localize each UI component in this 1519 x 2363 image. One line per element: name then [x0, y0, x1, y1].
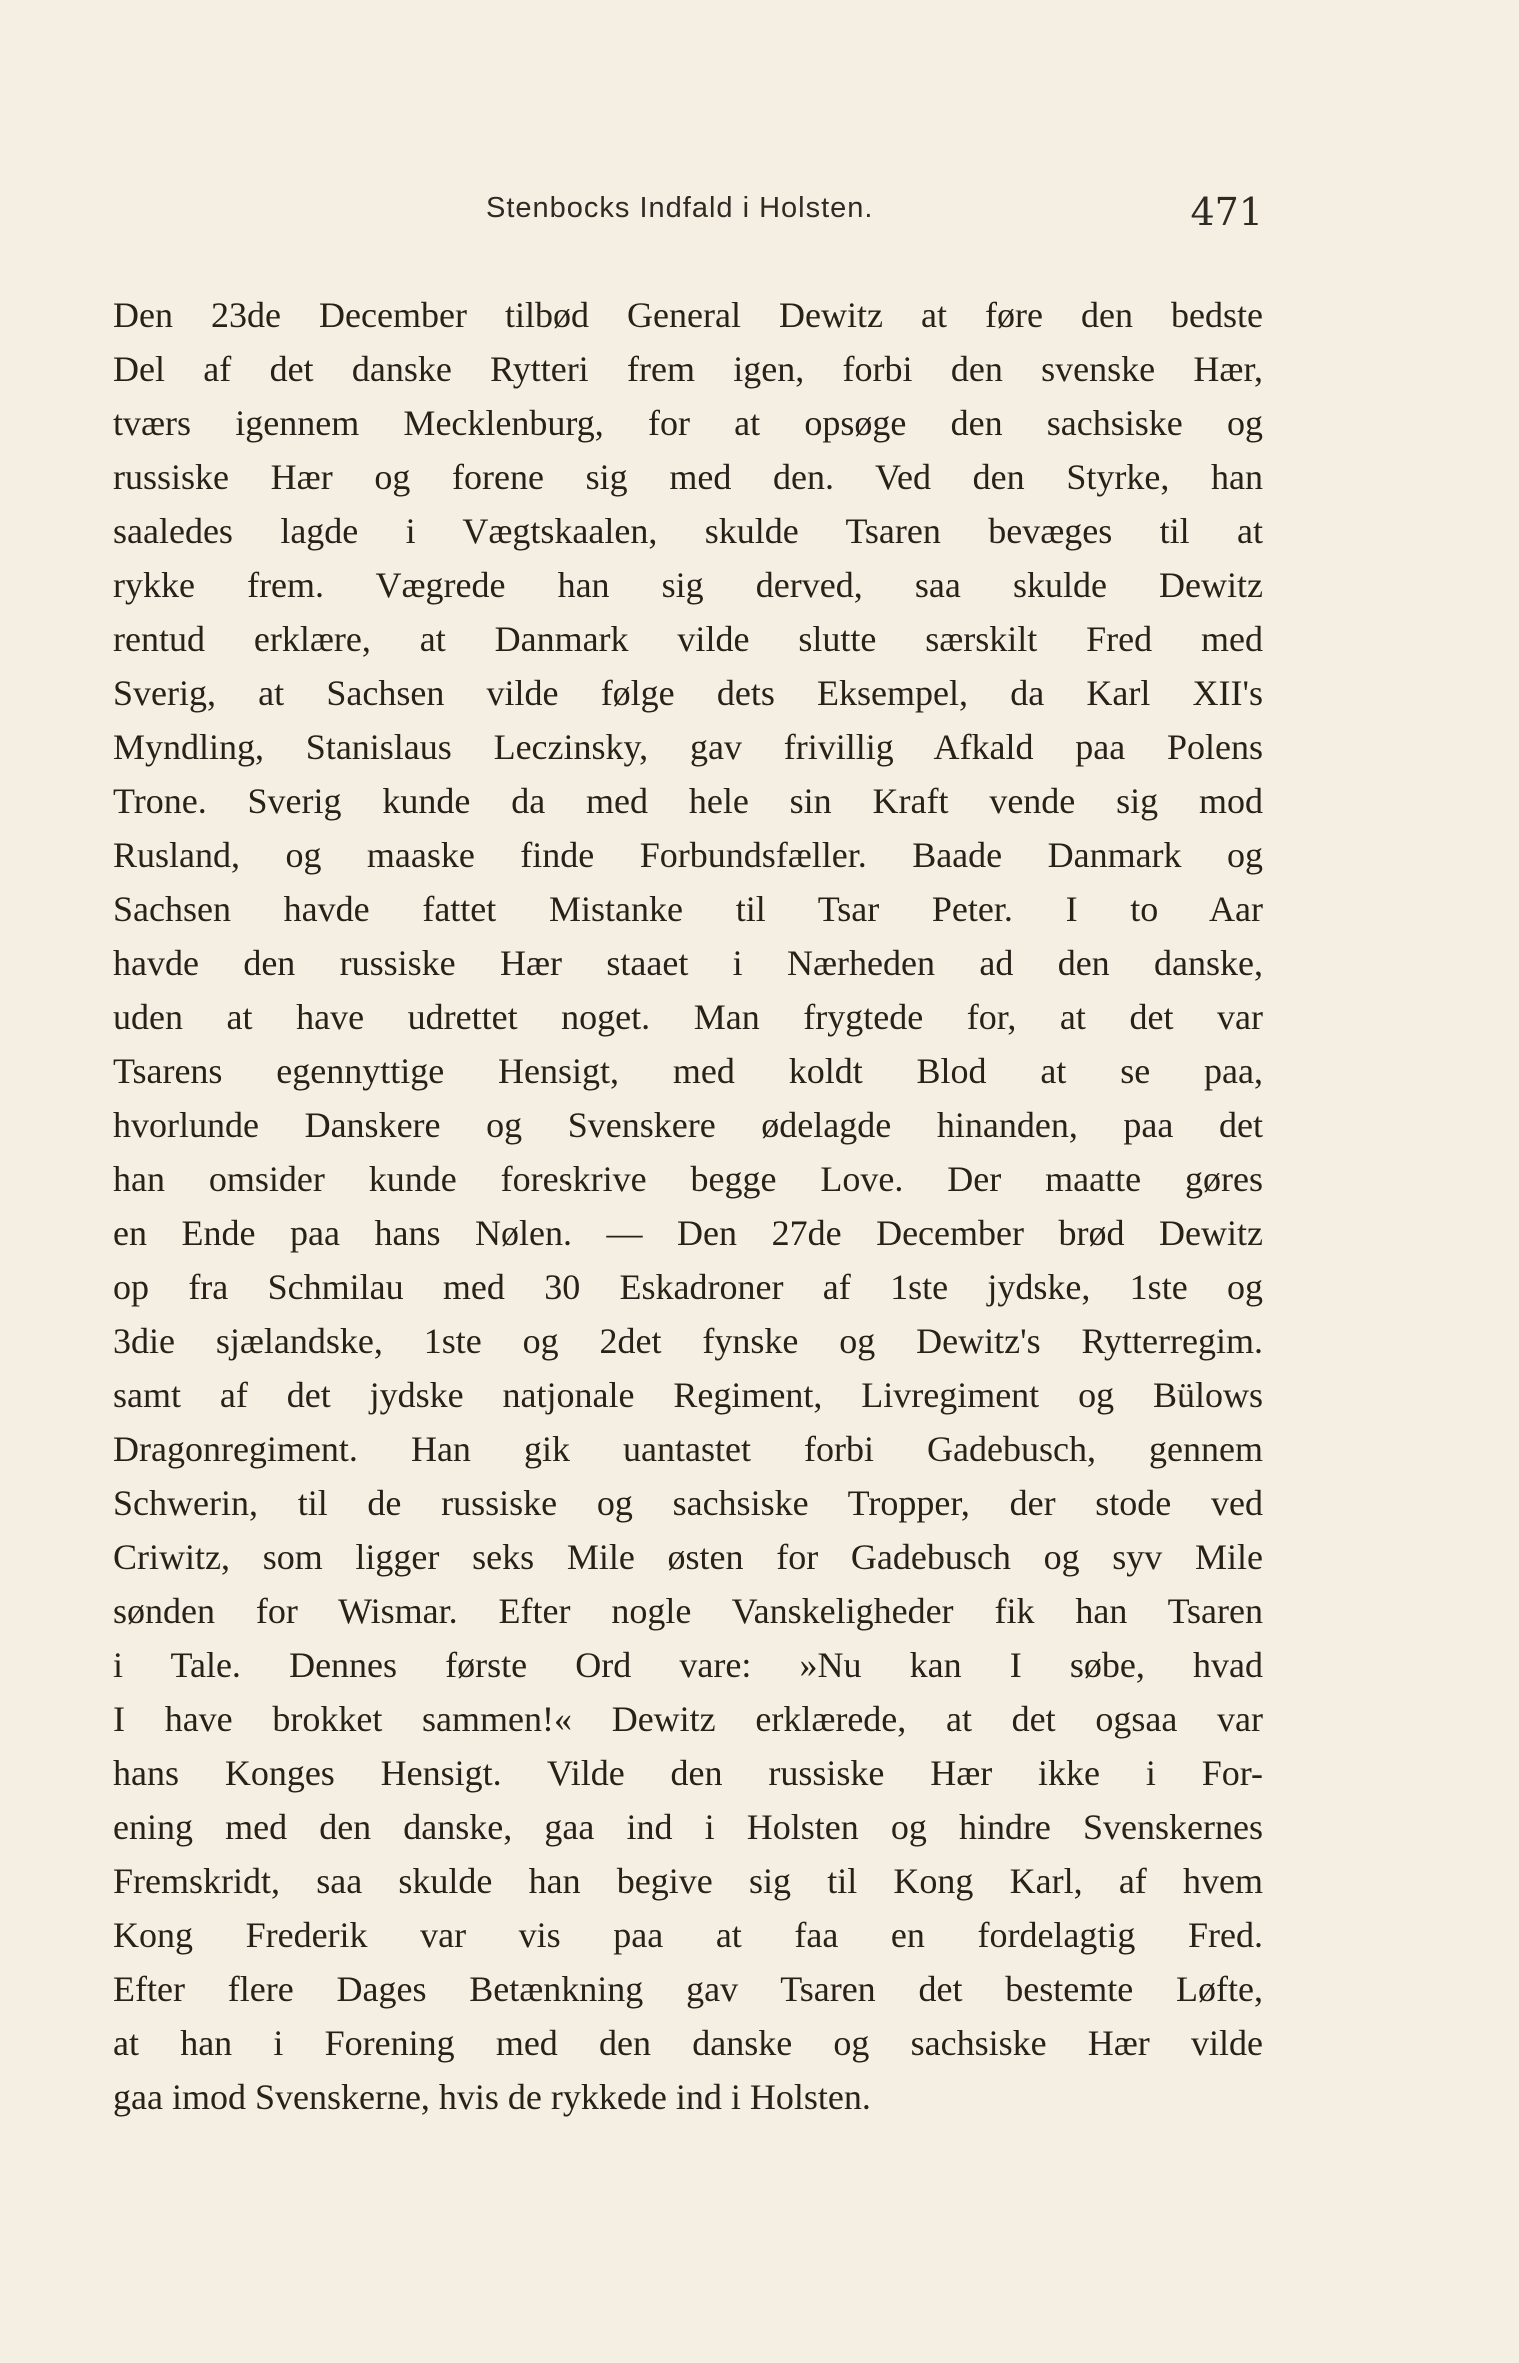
text-line: Criwitz, som ligger seks Mile østen for Gadebusch og syv Mile	[113, 1537, 1263, 1577]
text-line: Del af det danske Rytteri frem igen, forbi den svenske Hær,	[113, 349, 1263, 389]
text-line: russiske Hær og forene sig med den. Ved den Styrke, han	[113, 457, 1263, 497]
text-line: saaledes lagde i Vægtskaalen, skulde Tsaren bevæges til at	[113, 511, 1263, 551]
text-line: op fra Schmilau med 30 Eskadroner af 1ste jydske, 1ste og	[113, 1267, 1263, 1307]
text-line: havde den russiske Hær staaet i Nærheden ad den danske,	[113, 943, 1263, 983]
text-line: rykke frem. Vægrede han sig derved, saa skulde Dewitz	[113, 565, 1263, 605]
text-line: Dragonregiment. Han gik uantastet forbi Gadebusch, gennem	[113, 1429, 1263, 1469]
text-line: en Ende paa hans Nølen. — Den 27de December brød Dewitz	[113, 1213, 1263, 1253]
body-text	[113, 288, 1263, 2124]
text-line: at han i Forening med den danske og sachsiske Hær vilde	[113, 2023, 1263, 2063]
page-number: 471	[1190, 190, 1263, 234]
text-line: Efter flere Dages Betænkning gav Tsaren det bestemte Løfte,	[113, 1969, 1263, 2009]
text-line: Kong Frederik var vis paa at faa en fordelagtig Fred.	[113, 1915, 1263, 1955]
text-line: Sachsen havde fattet Mistanke til Tsar Peter. I to Aar	[113, 889, 1263, 929]
text-line: Fremskridt, saa skulde han begive sig til Kong Karl, af hvem	[113, 1861, 1263, 1901]
text-line: Sverig, at Sachsen vilde følge dets Eksempel, da Karl XII's	[113, 673, 1263, 713]
text-line: uden at have udrettet noget. Man frygtede for, at det var	[113, 997, 1263, 1037]
text-line: I have brokket sammen!« Dewitz erklærede, at det ogsaa var	[113, 1699, 1263, 1739]
text-line: sønden for Wismar. Efter nogle Vanskeligheder fik han Tsaren	[113, 1591, 1263, 1631]
text-line: 3die sjælandske, 1ste og 2det fynske og Dewitz's Rytterregim.	[113, 1321, 1263, 1361]
text-line: ening med den danske, gaa ind i Holsten og hindre Svenskernes	[113, 1807, 1263, 1847]
text-line: han omsider kunde foreskrive begge Love. Der maatte gøres	[113, 1159, 1263, 1199]
running-head	[113, 176, 1263, 246]
text-line: i Tale. Dennes første Ord vare: »Nu kan I søbe, hvad	[113, 1645, 1263, 1685]
text-line: tværs igennem Mecklenburg, for at opsøge den sachsiske og	[113, 403, 1263, 443]
text-line: rentud erklære, at Danmark vilde slutte særskilt Fred med	[113, 619, 1263, 659]
text-line: samt af det jydske natjonale Regiment, Livregiment og Bülows	[113, 1375, 1263, 1415]
text-line: Den 23de December tilbød General Dewitz at føre den bedste	[113, 295, 1263, 335]
running-title: Stenbocks Indfald i Holsten.	[486, 192, 874, 224]
text-line: hvorlunde Danskere og Svenskere ødelagde hinanden, paa det	[113, 1105, 1263, 1145]
text-line: Schwerin, til de russiske og sachsiske Tropper, der stode ved	[113, 1483, 1263, 1523]
text-line: hans Konges Hensigt. Vilde den russiske Hær ikke i For-	[113, 1753, 1263, 1793]
text-line: Trone. Sverig kunde da med hele sin Kraft vende sig mod	[113, 781, 1263, 821]
text-line: gaa imod Svenskerne, hvis de rykkede ind i Holsten.	[113, 2077, 871, 2117]
text-line: Tsarens egennyttige Hensigt, med koldt Blod at se paa,	[113, 1051, 1263, 1091]
text-line: Myndling, Stanislaus Leczinsky, gav frivillig Afkald paa Polens	[113, 727, 1263, 767]
text-line: Rusland, og maaske finde Forbundsfæller. Baade Danmark og	[113, 835, 1263, 875]
